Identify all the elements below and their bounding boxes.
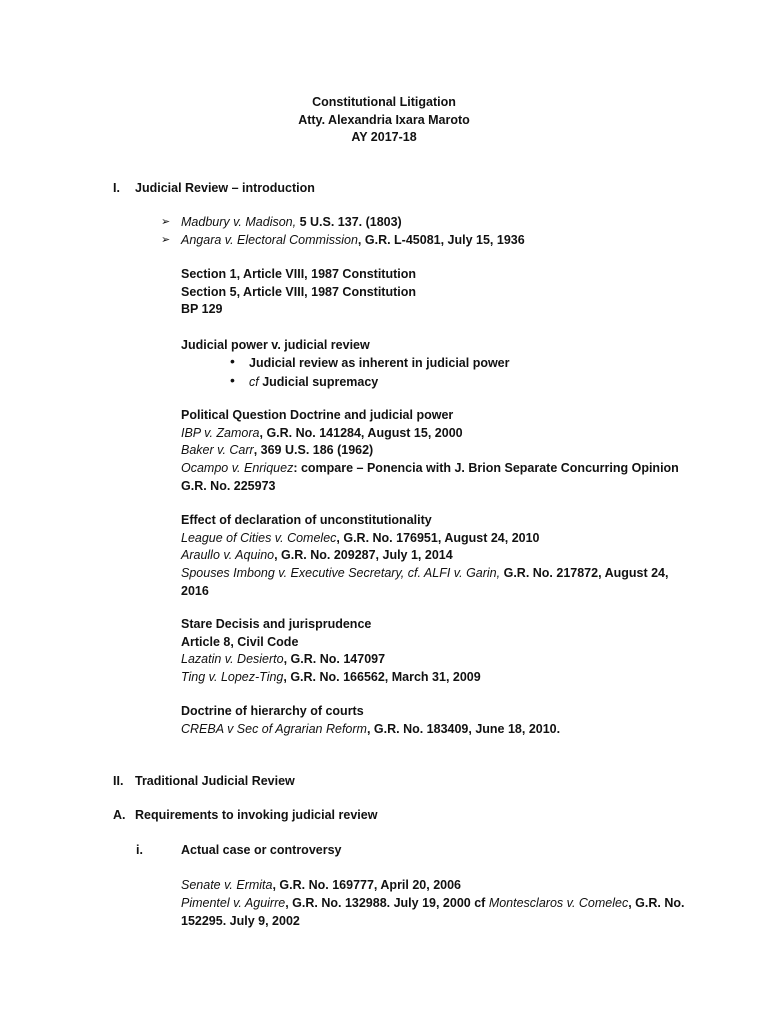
section-1-number: I. (113, 181, 120, 195)
subsection-i-title: Actual case or controversy (181, 843, 342, 857)
heading-political-question: Political Question Doctrine and judicial power (181, 408, 454, 422)
doc-title: Constitutional Litigation (312, 95, 456, 109)
power-item-1: Judicial review as inherent in judicial power (249, 356, 510, 370)
source-list (181, 266, 416, 319)
source-item: Section 1, Article VIII, 1987 Constitution (181, 267, 417, 281)
case-creba: CREBA v Sec of Agrarian Reform, G.R. No. 183409, June 18, 2010. (181, 722, 561, 736)
case-madbury: Madbury v. Madison, 5 U.S. 137. (1803) (181, 215, 402, 229)
subsection-i-label: i. (136, 843, 143, 857)
heading-judicial-power: Judicial power v. judicial review (181, 338, 370, 352)
doc-year: AY 2017-18 (351, 130, 417, 144)
heading-hierarchy-courts: Doctrine of hierarchy of courts (181, 704, 364, 718)
bullet-icon: • (230, 372, 235, 388)
section-2-number: II. (113, 774, 124, 788)
case-lazatin: Lazatin v. Desierto, G.R. No. 147097 (181, 652, 386, 666)
case-angara: Angara v. Electoral Commission, G.R. L-45081, July 15, 1936 (181, 233, 525, 247)
doc-author: Atty. Alexandria Ixara Maroto (298, 112, 470, 127)
bullet-icon: • (230, 353, 235, 369)
case-baker: Baker v. Carr, 369 U.S. 186 (1962) (181, 443, 374, 457)
section-1-title: Judicial Review – introduction (135, 181, 315, 195)
case-pimentel: Pimentel v. Aguirre, G.R. No. 132988. July 19, 2000 cf Montesclaros v. Comelec, G.R. No. 152295. July 9, 2002 (181, 896, 685, 928)
arrow-bullet-icon: ➢ (161, 216, 171, 228)
subsection-a-title: Requirements to invoking judicial review (135, 808, 378, 822)
subsection-a-label: A. (113, 808, 126, 822)
source-item: Section 5, Article VIII, 1987 Constitution (181, 284, 417, 299)
civil-code-ref: Article 8, Civil Code (181, 635, 299, 649)
case-senate-ermita: Senate v. Ermita, G.R. No. 169777, April 20, 2006 (181, 878, 462, 892)
heading-effect-unconstitutionality: Effect of declaration of unconstitutionality (181, 513, 432, 527)
case-ibp: IBP v. Zamora, G.R. No. 141284, August 15, 2000 (181, 426, 463, 440)
case-ting: Ting v. Lopez-Ting, G.R. No. 166562, March 31, 2009 (181, 670, 481, 684)
case-araullo: Araullo v. Aquino, G.R. No. 209287, July 1, 2014 (181, 548, 453, 562)
power-item-2: cf Judicial supremacy (249, 375, 379, 389)
source-item: BP 129 (181, 302, 223, 316)
case-league-of-cities: League of Cities v. Comelec, G.R. No. 176951, August 24, 2010 (181, 531, 540, 545)
case-ocampo: Ocampo v. Enriquez: compare – Ponencia with J. Brion Separate Concurring Opinion G.R. No. 225973 (181, 461, 679, 493)
case-imbong: Spouses Imbong v. Executive Secretary, cf. ALFI v. Garin, G.R. No. 217872, August 24, 2016 (181, 566, 669, 598)
heading-stare-decisis: Stare Decisis and jurisprudence (181, 617, 372, 631)
arrow-bullet-icon: ➢ (161, 234, 171, 246)
section-2-title: Traditional Judicial Review (135, 774, 295, 788)
document-header (0, 94, 768, 147)
